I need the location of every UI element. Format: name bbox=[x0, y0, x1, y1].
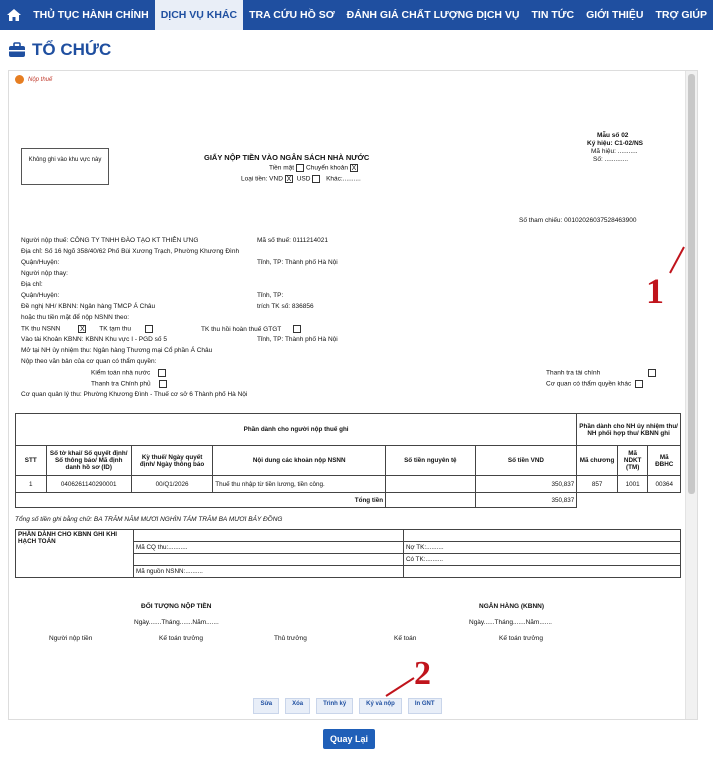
currency-row: Loại tiền: VND X USD Khác:.......... bbox=[241, 175, 361, 183]
bank-request: Đề nghị NH/ KBNN: Ngân hàng TMCP Á Châu bbox=[21, 303, 156, 310]
sig-bank-chief: Kế toán trưởng bbox=[499, 635, 544, 642]
scrollbar-thumb[interactable] bbox=[688, 74, 695, 494]
tax-manager: Cơ quan quản lý thu: Phường Khương Đình - Thuế cơ sở 6 Thành phố Hà Nội bbox=[21, 391, 248, 398]
proxy-province: Tỉnh, TP: bbox=[257, 292, 284, 299]
action-bar bbox=[9, 698, 686, 714]
nav-danh-gia[interactable]: ĐÁNH GIÁ CHẤT LƯỢNG DỊCH VỤ bbox=[346, 9, 520, 21]
sig-payer: Người nộp tiền bbox=[49, 635, 93, 642]
table-header: STT Số tờ khai/ Số quyết định/ Số thông báo/ Mã định danh hồ sơ (ID) Kỳ thuế/ Ngày quyết định/ Ngày thông báo Nội dung các khoản nộp NSNN Số tiền nguyên tệ Số tiền VND Mã chương Mã NDKT (TM) Mã ĐBHC bbox=[16, 446, 681, 476]
briefcase-icon bbox=[8, 42, 26, 58]
state-audit: Kiểm toán nhà nước bbox=[91, 369, 168, 377]
amount-in-words: Tổng số tiền ghi bằng chữ: BA TRĂM NĂM MƯƠI NGHÌN TÁM TRĂM BA MƯƠI BẢY ĐỒNG bbox=[15, 516, 283, 523]
sig-accountant: Kế toán bbox=[394, 635, 417, 642]
gov-inspectorate: Thanh tra Chính phủ bbox=[91, 380, 169, 388]
doc-heading: GIẤY NỘP TIỀN VÀO NGÂN SÁCH NHÀ NƯỚC bbox=[204, 153, 370, 162]
delete-button[interactable]: Xóa bbox=[285, 698, 310, 714]
date-payer: Ngày.......Tháng.......Năm....... bbox=[134, 619, 219, 626]
other-authority: Cơ quan có thẩm quyền khác bbox=[546, 380, 645, 388]
edit-button[interactable]: Sửa bbox=[253, 698, 279, 714]
page-title bbox=[8, 40, 111, 60]
account-options: TK thu NSNN X TK tạm thu TK thu hồi hoàn thuế GTGT bbox=[21, 325, 303, 333]
form-no: Số: ............. bbox=[593, 156, 629, 163]
payer-name: Người nộp thuế: CÔNG TY TNHH ĐÀO TẠO KT THIÊN ƯNG bbox=[21, 237, 199, 244]
annotation-2 bbox=[380, 654, 440, 699]
annotation-2-label: 2 bbox=[414, 655, 431, 692]
nav-gioi-thieu[interactable]: GIỚI THIỆU bbox=[586, 9, 644, 21]
payer-address: Địa chỉ: Số 16 Ngõ 358/40/62 Phố Bùi Xương Trạch, Phường Khương Đình bbox=[21, 248, 240, 255]
payer-district: Quận/Huyện: bbox=[21, 259, 60, 266]
payment-table bbox=[15, 413, 681, 508]
form-symbol: Ký hiệu: C1-02/NS bbox=[587, 140, 643, 147]
breadcrumb bbox=[15, 75, 52, 84]
form-number: Mẫu số 02 bbox=[597, 132, 629, 139]
payer-province: Tỉnh, TP: Thành phố Hà Nội bbox=[257, 259, 338, 266]
date-bank: Ngày......Tháng.......Năm....... bbox=[469, 619, 552, 626]
nav-tro-giup[interactable]: TRỢ GIÚP bbox=[655, 9, 707, 21]
annotation-1-label: 1 bbox=[646, 271, 664, 305]
proxy-district: Quận/Huyện: bbox=[21, 292, 60, 299]
agency-code: Mã CQ thu:........... bbox=[134, 542, 404, 554]
total-row: Tổng tiền 350,837 bbox=[16, 493, 681, 508]
payer-object: ĐỐI TƯỢNG NỘP TIỀN bbox=[141, 603, 212, 610]
scrollbar[interactable] bbox=[685, 71, 697, 719]
finance-inspectorate: Thanh tra tài chính bbox=[546, 369, 658, 377]
kbnn-table bbox=[15, 529, 681, 578]
nav-dich-vu-khac[interactable]: DỊCH VỤ KHÁC bbox=[155, 0, 243, 30]
proxy-address: Địa chỉ: bbox=[21, 281, 43, 288]
top-nav bbox=[0, 0, 713, 30]
no-write-box: Không ghi vào khu vực này bbox=[21, 148, 109, 185]
bank-title: NGÂN HÀNG (KBNN) bbox=[479, 603, 544, 610]
tax-icon bbox=[15, 75, 24, 84]
reference-number: Số tham chiếu: 00102026037528463900 bbox=[519, 217, 637, 224]
debit-account: Nợ TK:.......... bbox=[404, 542, 681, 554]
budget-source: Mã nguồn NSNN:.......... bbox=[134, 566, 404, 578]
credit-account: Có TK:.......... bbox=[404, 554, 681, 566]
nav-tra-cuu[interactable]: TRA CỨU HỒ SƠ bbox=[249, 9, 335, 21]
or-cash: hoặc thu tiền mặt để nộp NSNN theo: bbox=[21, 314, 130, 321]
back-button[interactable]: Quay Lại bbox=[323, 729, 375, 749]
sig-chief-accountant: Kế toán trưởng bbox=[159, 635, 204, 642]
annotation-1 bbox=[636, 245, 686, 305]
section-bank: Phần dành cho NH ủy nhiệm thu/ NH phối hợp thu/ KBNN ghi bbox=[577, 414, 681, 446]
kbnn-province: Tỉnh, TP: Thành phố Hà Nội bbox=[257, 336, 338, 343]
sign-and-submit-button[interactable]: Ký và nộp bbox=[359, 698, 402, 714]
open-at-bank: Mở tại NH ủy nhiệm thu: Ngân hàng Thương mại Cổ phần Á Châu bbox=[21, 347, 213, 354]
kbnn-account: Vào tài Khoản KBNN: KBNN Khu vực I - PGD số 5 bbox=[21, 336, 167, 343]
payer-tax-id: Mã số thuế: 0111214021 bbox=[257, 237, 328, 244]
submit-sign-button[interactable]: Trình ký bbox=[316, 698, 353, 714]
sig-head: Thủ trưởng bbox=[274, 635, 307, 642]
home-icon[interactable] bbox=[0, 0, 27, 30]
per-document: Nộp theo văn bản của cơ quan có thẩm quyền: bbox=[21, 358, 157, 365]
proxy-payer: Người nộp thay: bbox=[21, 270, 68, 277]
tax-document bbox=[9, 71, 686, 721]
kbnn-section: PHẦN DÀNH CHO KBNN GHI KHI HẠCH TOÁN bbox=[16, 530, 134, 578]
bank-account: trích TK số: 836856 bbox=[257, 303, 314, 310]
breadcrumb-label: Nộp thuế bbox=[28, 76, 53, 83]
nav-tin-tuc[interactable]: TIN TỨC bbox=[531, 9, 575, 21]
page-title-text: TỔ CHỨC bbox=[32, 40, 112, 59]
form-code: Mã hiệu: ........... bbox=[591, 148, 638, 155]
print-gnt-button[interactable]: In GNT bbox=[408, 698, 442, 714]
table-row: 1 0406261140290001 00/Q1/2026 Thuế thu nhập từ tiền lương, tiền công. 350,837 857 1001 00364 bbox=[16, 476, 681, 493]
document-frame bbox=[8, 70, 698, 720]
nav-thu-tuc[interactable]: THỦ TỤC HÀNH CHÍNH bbox=[33, 9, 149, 21]
section-payer: Phần dành cho người nộp thuế ghi bbox=[16, 414, 577, 446]
payment-type: Tiền mặt Chuyển khoản X bbox=[269, 164, 357, 172]
